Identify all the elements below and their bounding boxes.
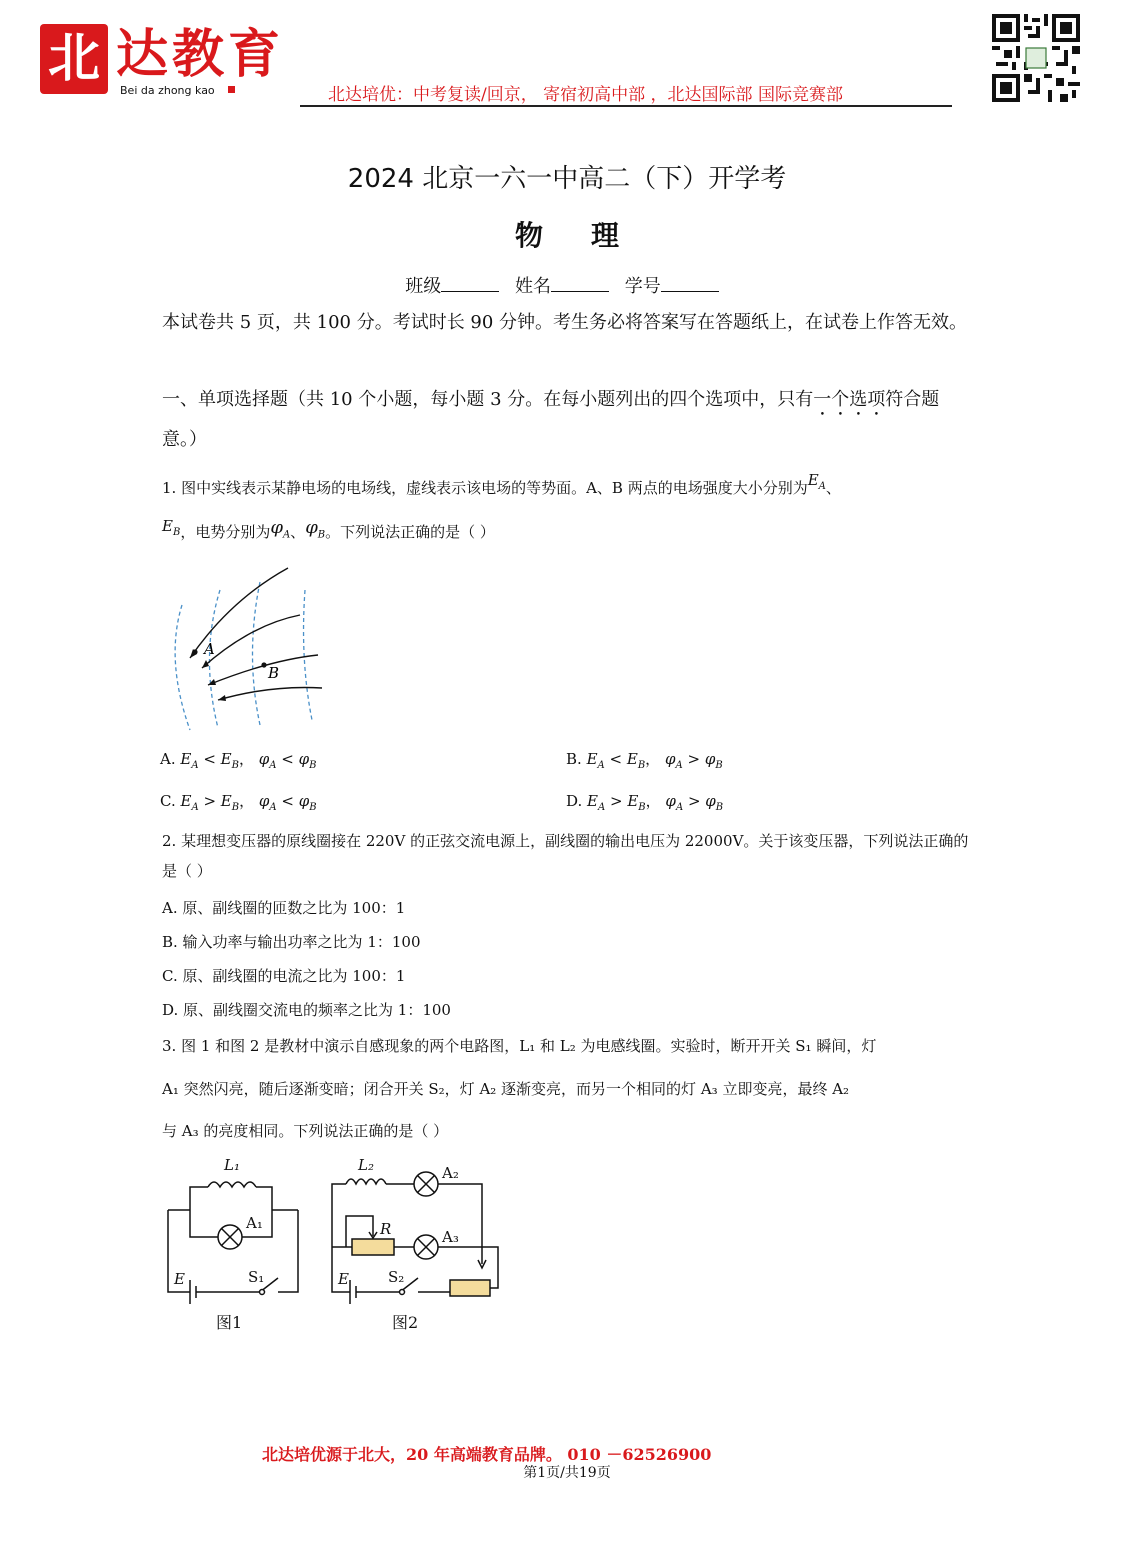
q3-stem-line1: 3. 图 1 和图 2 是教材中演示自感现象的两个电路图，L₁ 和 L₂ 为电感线圈。实验时，断开开关 S₁ 瞬间，灯 xyxy=(162,1037,877,1055)
q1-stem-a: 1. 图中实线表示某静电场的电场线，虚线表示该电场的等势面。A、B 两点的电场强度大小分别为 xyxy=(162,479,808,497)
fig2-circuit xyxy=(332,1172,498,1304)
q1-option-b-text: B. $E_A < E_B$， $\varphi_A > \varphi_B$ xyxy=(566,750,723,771)
point-b-label: B xyxy=(268,664,280,682)
logo-dot xyxy=(228,86,235,93)
point-a-marker xyxy=(192,649,197,654)
label-s2: S₂ xyxy=(388,1268,405,1286)
fig2-caption: 图2 xyxy=(392,1313,419,1332)
math-symbol: $E_B$ xyxy=(220,750,239,771)
field-class-blank[interactable] xyxy=(441,273,499,292)
q1-field-diagram xyxy=(160,560,330,735)
section-1-text-a: 一、单项选择题（共 10 个小题，每小题 3 分。在每小题列出的四个选项中，只有 xyxy=(162,389,814,410)
rheostat-r xyxy=(352,1239,394,1255)
q1-option-a[interactable] xyxy=(160,748,317,771)
battery-e1 xyxy=(190,1280,196,1304)
math-symbol: $\varphi_B$ xyxy=(298,750,317,771)
inductor-l1 xyxy=(208,1182,256,1187)
field-name-label: 姓名 xyxy=(515,276,551,297)
subject-title: 物理 xyxy=(514,219,667,252)
label-r: R xyxy=(380,1220,392,1238)
field-name-blank[interactable] xyxy=(551,273,609,292)
field-id-blank[interactable] xyxy=(661,273,719,292)
math-symbol: $E_A$ xyxy=(180,750,199,771)
label-l1: L₁ xyxy=(224,1156,240,1174)
math-symbol: $\varphi_B$ xyxy=(298,792,317,813)
math-symbol: $\varphi_A$ xyxy=(258,792,277,813)
math-symbol: $\varphi_A$ xyxy=(664,750,683,771)
math-symbol: $\varphi_A$ xyxy=(665,792,684,813)
q1-option-c[interactable] xyxy=(160,790,317,813)
qr-code-icon xyxy=(992,14,1080,102)
field-class-label: 班级 xyxy=(405,276,442,297)
q3-stem-line3: 与 A₃ 的亮度相同。下列说法正确的是（ ） xyxy=(162,1122,449,1140)
section-1-emphasis: 一个选项 xyxy=(813,389,886,410)
equipotential-lines xyxy=(175,582,312,730)
section-1-text-b: 符合题意。） xyxy=(162,389,940,450)
q2-option-b[interactable]: B. 输入功率与输出功率之比为 1：100 xyxy=(162,933,421,951)
q1-option-a-text: A. $E_A < E_B$， $\varphi_A < \varphi_B$ xyxy=(160,750,317,771)
header-divider xyxy=(300,105,952,107)
q1-sym-eb: $E_B$ xyxy=(162,517,181,538)
label-e1: E xyxy=(174,1270,185,1288)
q2-option-a[interactable]: A. 原、副线圈的匝数之比为 100：1 xyxy=(162,899,406,917)
fig1-caption: 图1 xyxy=(216,1313,243,1332)
q2-option-d[interactable]: D. 原、副线圈交流电的频率之比为 1：100 xyxy=(162,1001,451,1019)
field-id-label: 学号 xyxy=(624,276,661,297)
logo-mark: 北 xyxy=(40,24,108,94)
math-symbol: $E_B$ xyxy=(220,792,240,813)
q3-circuit-diagrams xyxy=(160,1152,500,1332)
math-symbol: $E_B$ xyxy=(627,792,646,813)
label-a1: A₁ xyxy=(246,1214,263,1232)
math-symbol: $E_A$ xyxy=(180,792,199,813)
q1-sep-1: 、 xyxy=(825,479,841,497)
exam-instructions: 本试卷共 5 页，共 100 分。考试时长 90 分钟。考生务必将答案写在答题纸上，在试卷上作答无效。 xyxy=(162,312,968,333)
student-fields xyxy=(0,272,1134,298)
footer-brand: 北达培优源于北大，20 年高端教育品牌。 010 －62526900 xyxy=(262,1445,712,1464)
point-a-label: A xyxy=(204,640,215,658)
fig1-circuit xyxy=(168,1182,298,1304)
math-symbol: $E_B$ xyxy=(626,750,646,771)
logo-subtitle: Bei da zhong kao xyxy=(120,84,215,97)
exam-title: 2024 北京一六一中高二（下）开学考 xyxy=(347,164,787,194)
label-a3: A₃ xyxy=(442,1228,459,1246)
q1-stem xyxy=(162,471,974,507)
math-symbol: $E_A$ xyxy=(587,792,606,813)
math-symbol: $\varphi_B$ xyxy=(705,792,724,813)
page-number: 第1页/共19页 xyxy=(523,1465,611,1481)
q1-option-d[interactable] xyxy=(566,790,723,813)
label-l2: L₂ xyxy=(358,1156,374,1174)
q2-stem: 2. 某理想变压器的原线圈接在 220V 的正弦交流电源上，副线圈的输出电压为 22000V。关于该变压器，下列说法正确的是（ ） xyxy=(162,832,969,880)
q1-sep-2: 、 xyxy=(290,523,306,541)
q1-option-b[interactable] xyxy=(566,748,723,771)
q1-stem-b: ，电势分别为 xyxy=(180,523,271,541)
header-tagline: 北达培优：中考复读/回京， 寄宿初高中部 ，北达国际部 国际竞赛部 xyxy=(328,85,843,105)
label-e2: E xyxy=(338,1270,349,1288)
q1-stem-line2 xyxy=(162,517,974,552)
point-b-marker xyxy=(261,662,266,667)
q1-phi-a: $\varphi_A$ xyxy=(270,517,291,541)
q1-phi-b: $\varphi_B$ xyxy=(305,517,326,541)
q2-option-c[interactable]: C. 原、副线圈的电流之比为 100：1 xyxy=(162,967,406,985)
inductor-l2 xyxy=(346,1179,386,1184)
logo-name: 达教育 xyxy=(116,24,285,85)
rheostat-bottom xyxy=(450,1280,490,1296)
math-symbol: $\varphi_B$ xyxy=(704,750,723,771)
q1-option-d-text: D. $E_A > E_B$， $\varphi_A > \varphi_B$ xyxy=(566,792,724,813)
math-symbol: $E_A$ xyxy=(586,750,605,771)
section-1-heading xyxy=(162,380,974,459)
battery-e2 xyxy=(350,1280,356,1304)
q1-stem-c: 。下列说法正确的是（ ） xyxy=(325,523,495,541)
q1-option-c-text: C. $E_A > E_B$， $\varphi_A < \varphi_B$ xyxy=(160,792,317,813)
q3-stem-line2: A₁ 突然闪亮，随后逐渐变暗；闭合开关 S₂，灯 A₂ 逐渐变亮，而另一个相同的灯 A₃ 立即变亮，最终 A₂ xyxy=(162,1080,850,1098)
label-a2: A₂ xyxy=(442,1164,459,1182)
math-symbol: $\varphi_A$ xyxy=(258,750,277,771)
q1-sym-ea: $E_A$ xyxy=(807,471,826,492)
label-s1: S₁ xyxy=(248,1268,265,1286)
